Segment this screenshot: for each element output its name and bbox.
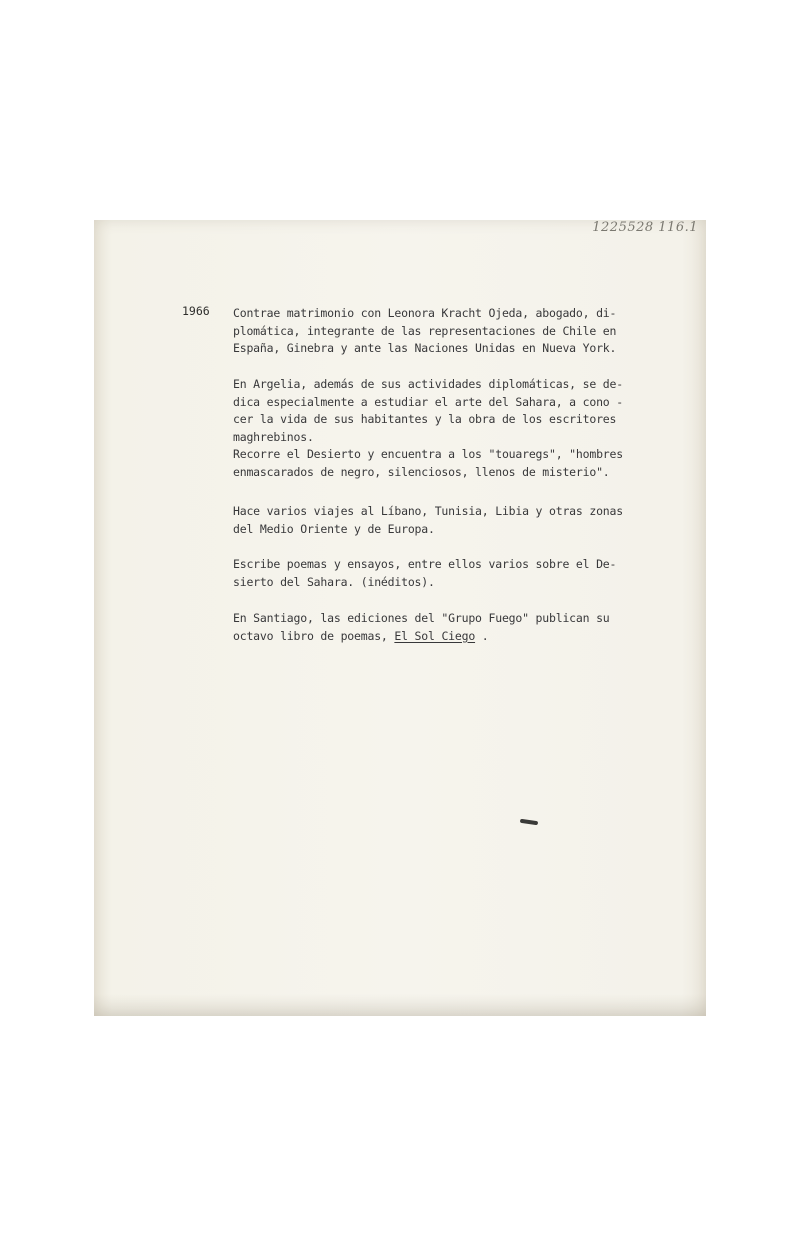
year-label: 1966 bbox=[182, 304, 210, 318]
paragraph-publication bbox=[233, 610, 673, 645]
paragraph-travels bbox=[233, 503, 673, 538]
text-line: España, Ginebra y ante las Naciones Unidas en Nueva York. bbox=[233, 341, 617, 356]
text-line: plomática, integrante de las representaciones de Chile en bbox=[233, 323, 617, 338]
text-line bbox=[233, 628, 673, 646]
document-page bbox=[94, 220, 706, 1016]
text-line: maghrebinos. bbox=[233, 429, 314, 444]
text-line: En Argelia, además de sus actividades diplomáticas, se de- bbox=[233, 377, 623, 391]
archive-catalog-note: 1225528 116.1 bbox=[592, 220, 698, 235]
book-title: El Sol Ciego bbox=[394, 628, 476, 643]
text-line: En Santiago, las ediciones del "Grupo Fuego" publican su bbox=[233, 611, 610, 625]
paragraph-writings bbox=[233, 556, 673, 591]
text-line: enmascarados de negro, silenciosos, llenos de misterio". bbox=[233, 464, 610, 479]
text-line: del Medio Oriente y de Europa. bbox=[233, 521, 435, 536]
text-line: Recorre el Desierto y encuentra a los "touaregs", "hombres bbox=[233, 447, 623, 462]
text-line: cer la vida de sus habitantes y la obra de los escritores bbox=[233, 412, 617, 427]
text-segment: . bbox=[475, 628, 489, 643]
paragraph-algeria bbox=[233, 376, 673, 482]
text-line: Contrae matrimonio con Leonora Kracht Ojeda, abogado, di- bbox=[233, 306, 617, 320]
text-line: sierto del Sahara. (inéditos). bbox=[233, 574, 435, 589]
text-line: Hace varios viajes al Líbano, Tunisia, Libia y otras zonas bbox=[233, 504, 623, 518]
text-segment: octavo libro de poemas, bbox=[233, 628, 395, 643]
text-line: dica especialmente a estudiar el arte del Sahara, a cono - bbox=[233, 394, 623, 409]
ink-mark bbox=[520, 819, 538, 825]
text-line: Escribe poemas y ensayos, entre ellos varios sobre el De- bbox=[233, 557, 617, 571]
paragraph-marriage bbox=[233, 305, 673, 358]
